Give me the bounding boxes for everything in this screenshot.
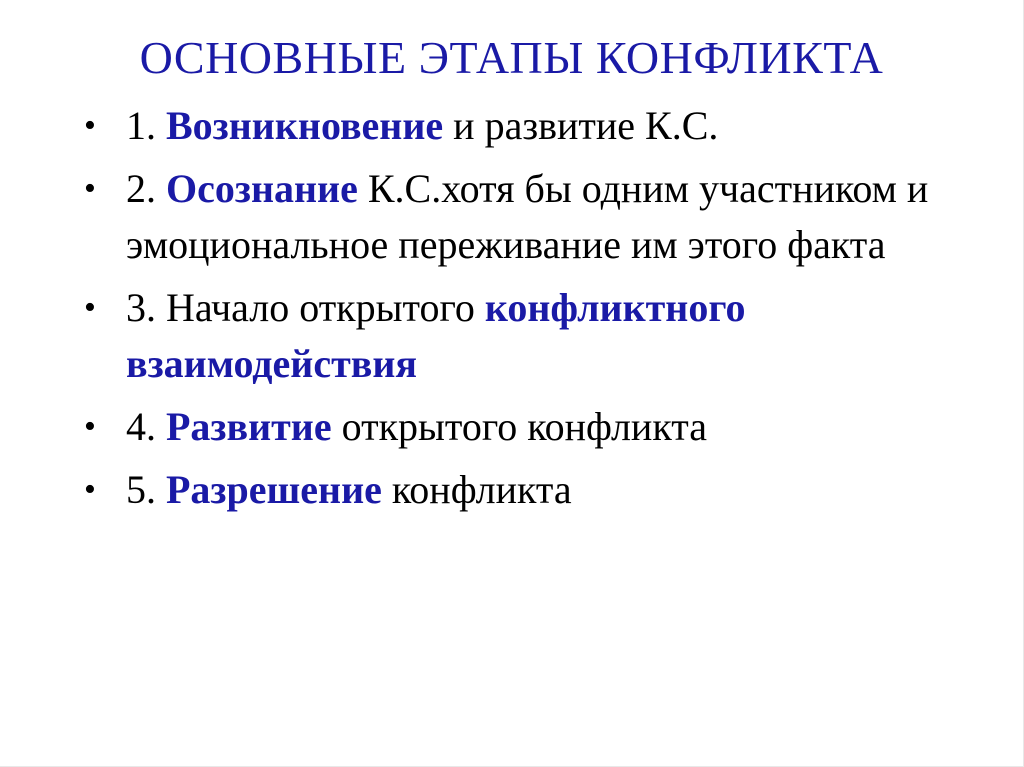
- stage-number: 5.: [126, 467, 166, 512]
- slide-title: ОСНОВНЫЕ ЭТАПЫ КОНФЛИКТА: [139, 32, 884, 83]
- bullet-icon: •: [84, 408, 96, 445]
- stages-list: [84, 98, 984, 525]
- list-item-stage-1: [84, 98, 984, 154]
- stage-number: 2.: [126, 166, 166, 211]
- stage-keyword: конфликтного взаимодействия: [126, 285, 746, 386]
- bullet-icon: •: [84, 107, 96, 144]
- list-item-stage-5: [84, 462, 984, 518]
- list-item-stage-2: [84, 161, 984, 273]
- stage-keyword: Возникновение: [166, 103, 444, 148]
- stage-text: и развитие К.С.: [443, 103, 719, 148]
- stage-text: Начало открытого: [166, 285, 485, 330]
- bullet-icon: •: [84, 471, 96, 508]
- stage-number: 3.: [126, 285, 166, 330]
- stage-text: конфликта: [381, 467, 572, 512]
- stage-text: открытого конфликта: [331, 404, 707, 449]
- stage-keyword: Развитие: [166, 404, 332, 449]
- stage-keyword: Разрешение: [166, 467, 382, 512]
- list-item-stage-3: [84, 280, 984, 392]
- stage-number: 1.: [126, 103, 166, 148]
- stage-number: 4.: [126, 404, 166, 449]
- stage-text: К.С.хотя бы одним участником и эмоциональное переживание им этого факта: [126, 166, 929, 267]
- list-item-stage-4: [84, 399, 984, 455]
- bullet-icon: •: [84, 289, 96, 326]
- stage-keyword: Осознание: [166, 166, 358, 211]
- bullet-icon: •: [84, 170, 96, 207]
